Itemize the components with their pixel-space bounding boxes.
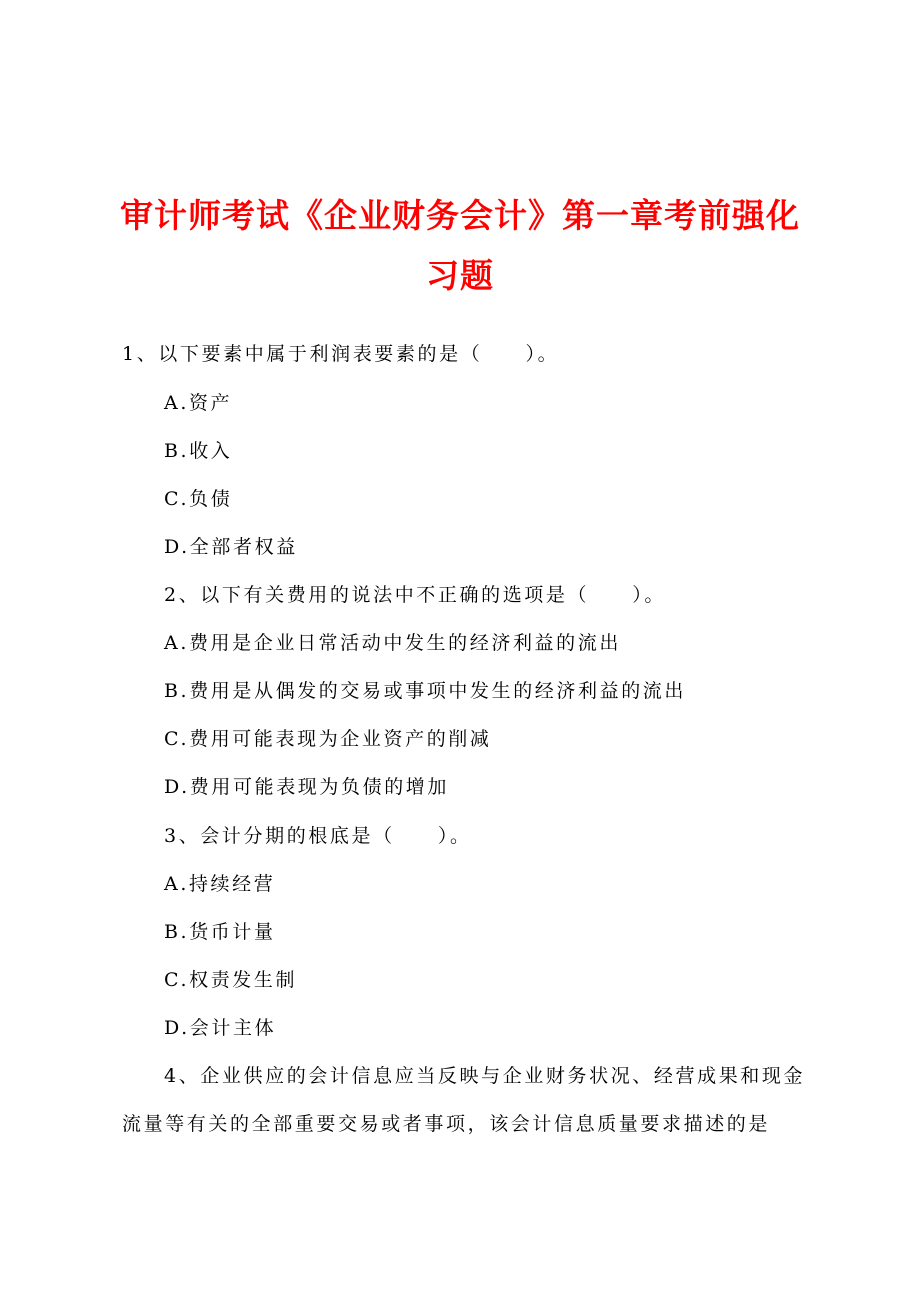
question-3-option-c: C.权责发生制	[164, 969, 298, 991]
question-4-stem-line-2: 流量等有关的全部重要交易或者事项，该会计信息质量要求描述的是	[122, 1113, 771, 1135]
question-1-option-d: D.全部者权益	[164, 536, 298, 558]
document-title-line-2: 习题	[426, 256, 494, 295]
document-title-line-1: 审计师考试《企业财务会计》第一章考前强化	[120, 196, 800, 235]
question-4-stem-line-1: 4、企业供应的会计信息应当反映与企业财务状况、经营成果和现金	[164, 1065, 806, 1087]
question-2-option-a: A.费用是企业日常活动中发生的经济利益的流出	[164, 632, 621, 654]
question-1-stem: 1、以下要素中属于利润表要素的是（ ）。	[122, 343, 560, 365]
question-1-option-a: A.资产	[164, 392, 233, 414]
question-2-stem: 2、以下有关费用的说法中不正确的选项是（ ）。	[164, 584, 666, 606]
question-3-stem: 3、会计分期的根底是（ ）。	[164, 825, 472, 847]
question-2-option-d: D.费用可能表现为负债的增加	[164, 776, 449, 798]
question-1-option-c: C.负债	[164, 488, 233, 510]
question-2-option-c: C.费用可能表现为企业资产的削减	[164, 728, 492, 750]
question-3-option-b: B.货币计量	[164, 921, 276, 943]
question-3-option-a: A.持续经营	[164, 873, 276, 895]
question-3-option-d: D.会计主体	[164, 1017, 277, 1039]
question-1-option-b: B.收入	[164, 440, 233, 462]
question-2-option-b: B.费用是从偶发的交易或事项中发生的经济利益的流出	[164, 680, 687, 702]
